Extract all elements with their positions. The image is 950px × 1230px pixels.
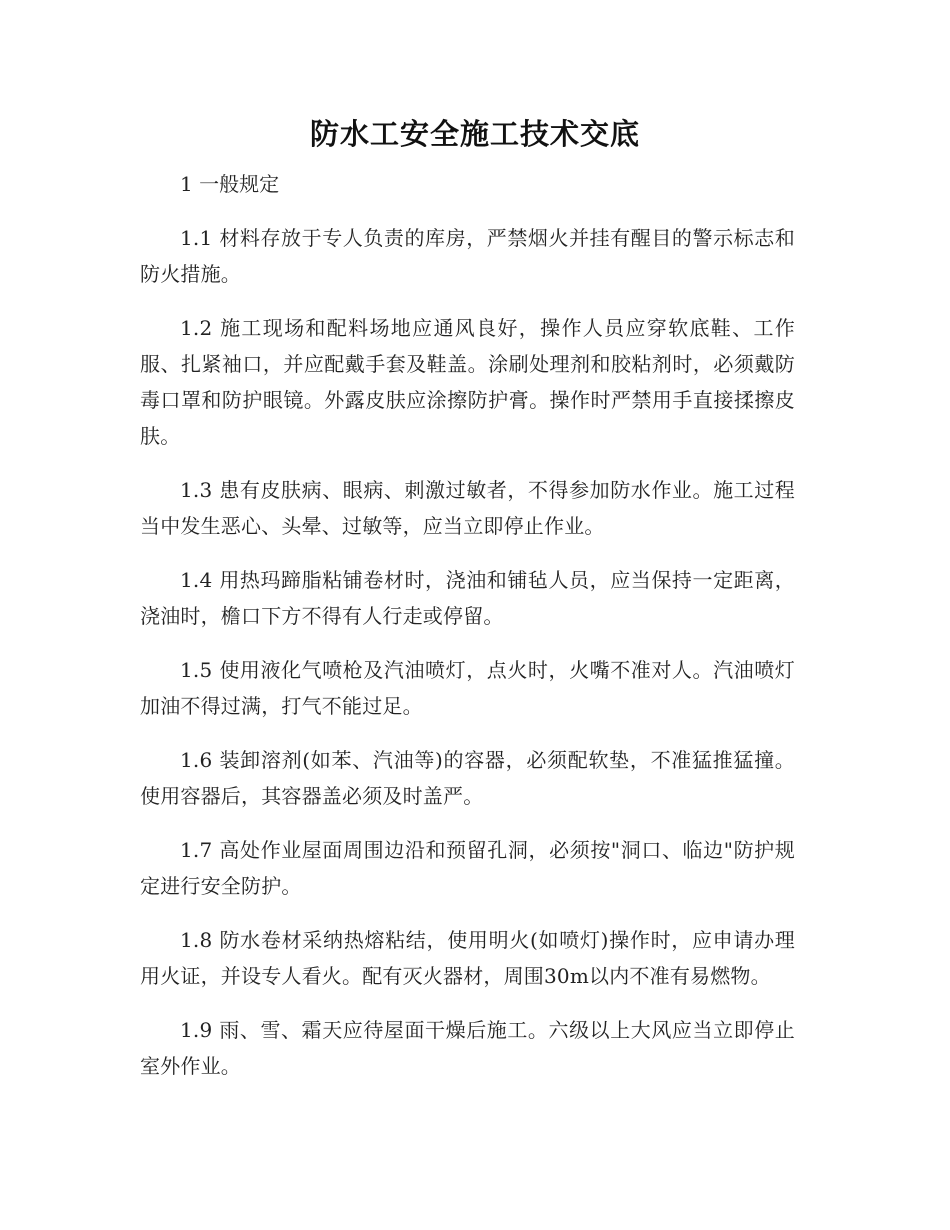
clause-1-8: 1.8 防水卷材采纳热熔粘结，使用明火(如喷灯)操作时，应申请办理用火证，并设专人看火。配有灭火器材，周围30m以内不准有易燃物。	[140, 928, 795, 988]
clause-1-5: 1.5 使用液化气喷枪及汽油喷灯，点火时，火嘴不准对人。汽油喷灯加油不得过满，打气不能过足。	[140, 658, 795, 718]
clause-1-7: 1.7 高处作业屋面周围边沿和预留孔洞，必须按"洞口、临边"防护规定进行安全防护。	[140, 838, 795, 898]
clause-1-4: 1.4 用热玛蹄脂粘铺卷材时，浇油和铺毡人员，应当保持一定距离，浇油时，檐口下方不得有人行走或停留。	[140, 568, 795, 628]
clause-1-1: 1.1 材料存放于专人负责的库房，严禁烟火并挂有醒目的警示标志和防火措施。	[140, 226, 795, 286]
document-body	[140, 166, 795, 1102]
clause-1-2: 1.2 施工现场和配料场地应通风良好，操作人员应穿软底鞋、工作服、扎紧袖口，并应配戴手套及鞋盖。涂刷处理剂和胶粘剂时，必须戴防毒口罩和防护眼镜。外露皮肤应涂擦防护膏。操作时严禁用手直接揉擦皮肤。	[140, 316, 795, 448]
clause-1-9: 1.9 雨、雪、霜天应待屋面干燥后施工。六级以上大风应当立即停止室外作业。	[140, 1018, 795, 1078]
clause-1-6: 1.6 装卸溶剂(如苯、汽油等)的容器，必须配软垫，不准猛推猛撞。使用容器后，其容器盖必须及时盖严。	[140, 748, 795, 808]
clause-1-3: 1.3 患有皮肤病、眼病、刺激过敏者，不得参加防水作业。施工过程当中发生恶心、头晕、过敏等，应当立即停止作业。	[140, 478, 795, 538]
section-heading: 1 一般规定	[180, 172, 280, 196]
document-title: 防水工安全施工技术交底	[309, 117, 640, 151]
